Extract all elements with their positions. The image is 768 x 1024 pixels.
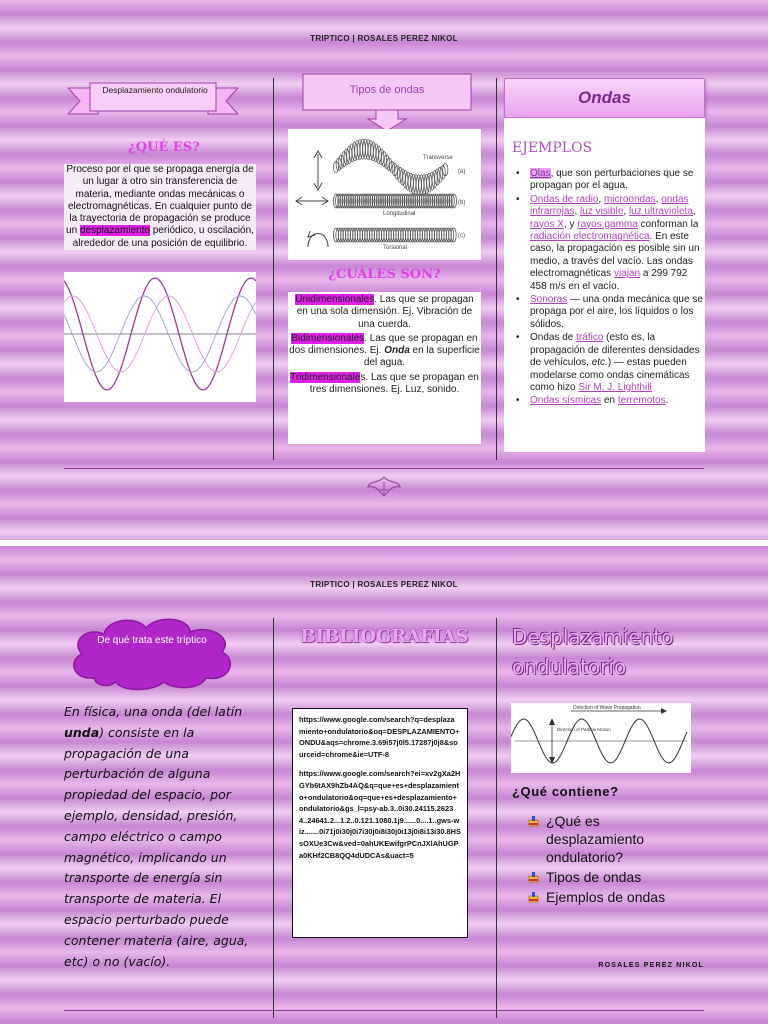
cuales-son-heading: ¿CUÁLES SON? [328,267,441,282]
contents-list [528,812,688,908]
definition-highlight: desplazamiento [79,225,150,237]
fig-label: Torsional [383,245,408,251]
link[interactable]: Olas [530,168,551,179]
hand-pointer-icon [528,891,540,903]
fleuron-icon [366,474,402,500]
fig-label: (c) [458,233,465,239]
fig-label: (b) [458,200,466,206]
fig-label: Direction of Wave Propagation [573,705,641,711]
link[interactable]: Sonoras [530,294,568,306]
que-es-heading: ¿QUÉ ES? [128,140,200,155]
contents-item: Ejemplos de ondas [528,888,688,906]
link[interactable]: tráfico [576,332,604,344]
link[interactable]: luz visible [580,206,624,218]
fig-label: Direction of Particle Motion [557,727,611,732]
callout-box [302,73,472,133]
bibliografias-heading: BIBLIOGRAFIAS [300,626,469,647]
que-contiene-heading: ¿Qué contiene? [512,784,619,799]
link[interactable]: rayos gamma [577,218,638,230]
example-item: • Ondas de tráfico (esto es, la propagación de diferentes densidades de vehículos, etc.) — estas pueden modelarse como ondas cinemáticas como hizo Sir M. J. Lighthill [512,332,704,394]
page-2 [0,546,768,1024]
title-desplazamiento: Desplazamiento ondulatorio [512,625,674,679]
footer-rule [64,1010,704,1011]
ondas-title: Ondas [578,88,631,107]
column-divider [496,78,497,460]
fig-label: (a) [458,169,466,175]
type-item: Tridimensionales. Las que se propagan en tres dimensiones. Ej. Luz, sonido. [290,371,479,396]
column-divider [273,78,274,460]
example-item: • Ondas de radio, microondas, ondas infrarrojas, luz visible, luz ultravioleta, rayos X, y rayos gamma conforman la radiación electromagnética. En este caso, la propagación es posible sin un medio, a través del vacío. Las ondas electromagnéticas viajan a 299 792 458 m/s en el vacío. [512,194,704,293]
link[interactable]: Ondas de radio [530,193,599,205]
footer-rule [64,468,704,469]
callout-text: Tipos de ondas [349,84,425,96]
reference-link[interactable]: https://www.google.com/search?q=desplazamiento+ondulatorio&oq=DESPLAZAMIENTO+ONDU&aqs=chrome.3.69i57j0l5.17287j0j8&sourceid=chrome&ie=UTF-8 [299,715,460,759]
link[interactable]: radiación electromagnética [530,231,650,243]
column-divider [496,618,497,1018]
link[interactable]: viajan [613,268,641,280]
cloud-text: De qué trata este tríptico [97,635,207,646]
example-item: • Ondas sísmicas en terremotos. [512,395,704,407]
link[interactable]: Ondas sísmicas [530,395,602,407]
definition-text: Proceso por el que se propaga energía de un lugar a otro sin transferencia de materia, mediante ondas mecánicas o electromagnéticas. En cualquier punto de la trayectoria de propagación se produce un [66,164,254,237]
page-header: TRIPTICO | ROSALES PEREZ NIKOL [310,580,458,589]
type-item: Unidimensionales. Las que se propagan en una sola dimensión. Ej. Vibración de una cuerda. [295,294,474,330]
link[interactable]: terremotos [617,395,666,407]
definition-text: periódico, u oscilación, alrededor de una posición de equilibrio. [72,225,254,249]
hand-pointer-icon [528,871,540,883]
fig-label: Transverse [423,155,453,161]
link[interactable]: ondas infrarrojas [530,193,689,218]
banner-text: Desplazamiento ondulatorio [102,85,208,95]
link[interactable]: rayos X [530,218,564,230]
cloud-shape [64,612,240,692]
example-item: • Olas, que son perturbaciones que se propagan por el agua. [512,168,704,193]
fig-label: Longitudinal [383,211,416,217]
reference-link[interactable]: https://www.google.com/search?ei=xv2gXa2HGYb6tAX9hZb4AQ&q=que+es+desplazamiento+ondulatorio&oq=que+es+desplazamiento+ondulatorio&gs_l=psy-ab.3..0i30.24115.26234..24641.2...1.2..0.121.1080.1j9......0....1..gws-wiz.......0i71j0i30j0i7i30j0i8i30j0i13j0i8i13i30.8HSsOXUe3Cw&ved=0ahUKEwifgrPCnJXlAhUGPa0KHf2CB8QQ4dUDCAs&uact=5 [299,769,461,860]
types-list [288,292,481,444]
wave-types-figure [288,129,481,260]
propagation-diagram [511,703,691,773]
definition-paragraph [64,164,256,250]
page-header: TRIPTICO | ROSALES PEREZ NIKOL [310,34,458,43]
hand-pointer-icon [528,815,540,827]
intro-paragraph: En física, una onda (del latín unda) consiste en la propagación de una perturbación de alguna propiedad del espacio, por ejemplo, densidad, presión, campo eléctrico o campo magnético, implicando un transporte de energía sin transporte de materia. El espacio perturbado puede contener materia (aire, agua, etc) o no (vacío). [64,704,249,969]
type-item: Bidimensionales. Las que se propagan en dos dimensiones. Ej. Onda en la superficie del agua. [289,332,480,369]
wave-graph [64,272,256,402]
examples-list [512,168,704,409]
link[interactable]: microondas [603,193,656,205]
contents-item: ¿Qué es desplazamiento ondulatorio? [528,812,688,866]
signature: ROSALES PEREZ NIKOL [598,962,704,969]
references-box [292,708,468,938]
column-divider [273,618,274,1018]
link[interactable]: Sir M. J. Lighthill [578,381,652,393]
link[interactable]: luz ultravioleta [628,206,693,218]
contents-item: Tipos de ondas [528,868,688,886]
example-item: • Sonoras — una onda mecánica que se propaga por el aire, los líquidos o los sólidos. [512,294,704,331]
ejemplos-heading: EJEMPLOS [512,140,593,156]
